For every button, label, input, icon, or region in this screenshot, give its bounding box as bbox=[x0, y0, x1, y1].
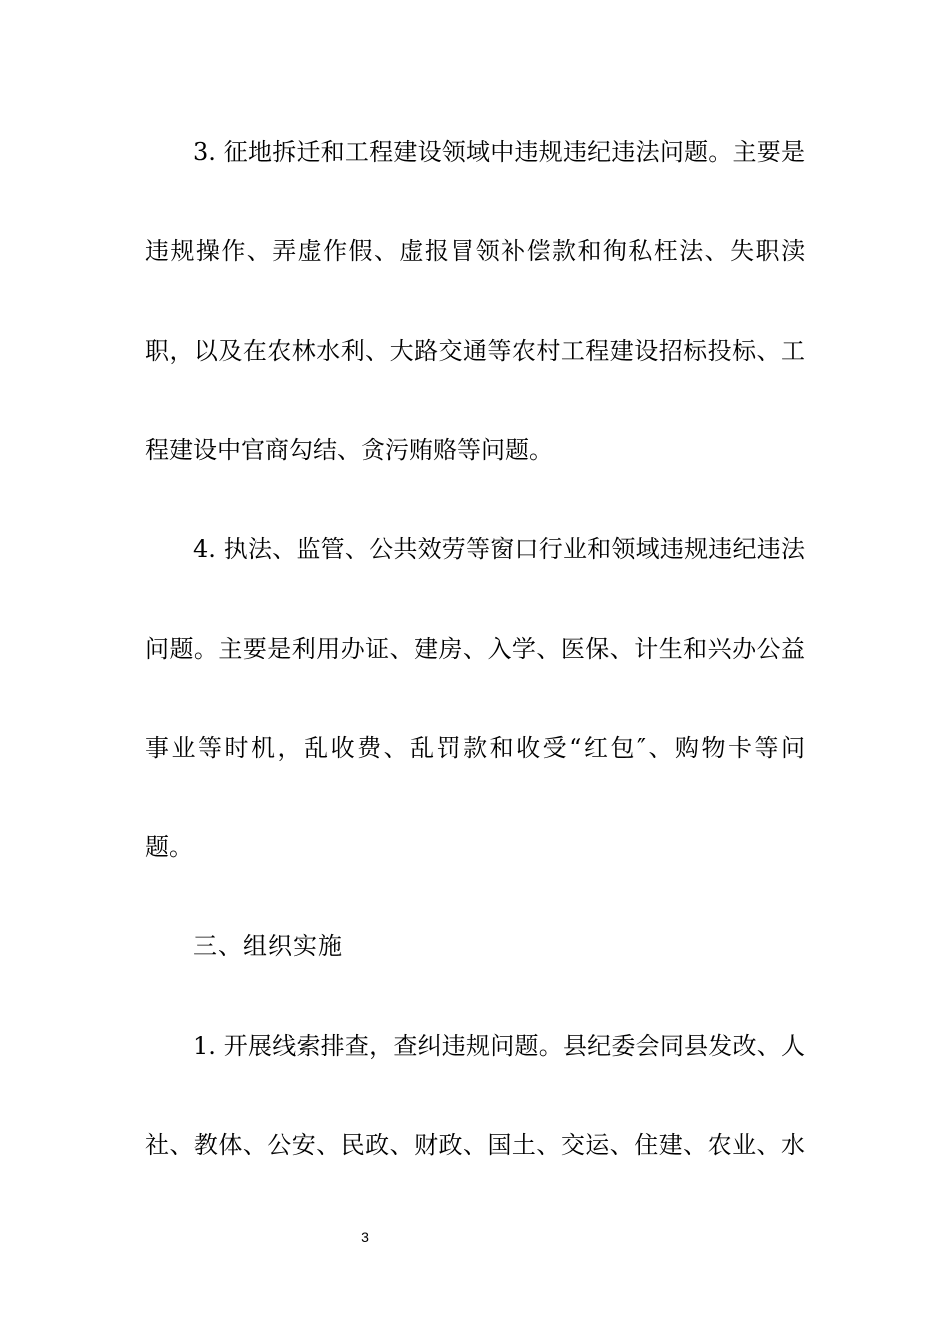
paragraph-4-line-1: 4. 执法、监管、公共效劳等窗口行业和领域违规违纪违法 bbox=[193, 535, 805, 563]
paragraph-4-line-2: 问题。主要是利用办证、建房、入学、医保、计生和兴办公益 bbox=[145, 635, 805, 663]
paragraph-3-line-1: 3. 征地拆迁和工程建设领域中违规违纪违法问题。主要是 bbox=[193, 138, 805, 166]
paragraph-3-line-3: 职，以及在农林水利、大路交通等农村工程建设招标投标、工 bbox=[145, 337, 805, 365]
paragraph-3-line-4: 程建设中官商勾结、贪污贿赂等问题。 bbox=[145, 436, 553, 464]
paragraph-3-line-2: 违规操作、弄虚作假、虚报冒领补偿款和徇私枉法、失职渎 bbox=[145, 237, 805, 265]
page-number: 3 bbox=[361, 1229, 369, 1245]
paragraph-4-line-3: 事业等时机，乱收费、乱罚款和收受“红包″、购物卡等问 bbox=[145, 734, 805, 762]
section-heading: 三、组织实施 bbox=[193, 932, 343, 960]
paragraph-4-line-4: 题。 bbox=[145, 833, 193, 861]
item-1-line-1: 1. 开展线索排查，查纠违规问题。县纪委会同县发改、人 bbox=[193, 1032, 805, 1060]
item-1-line-2: 社、教体、公安、民政、财政、国土、交运、住建、农业、水 bbox=[145, 1131, 805, 1159]
